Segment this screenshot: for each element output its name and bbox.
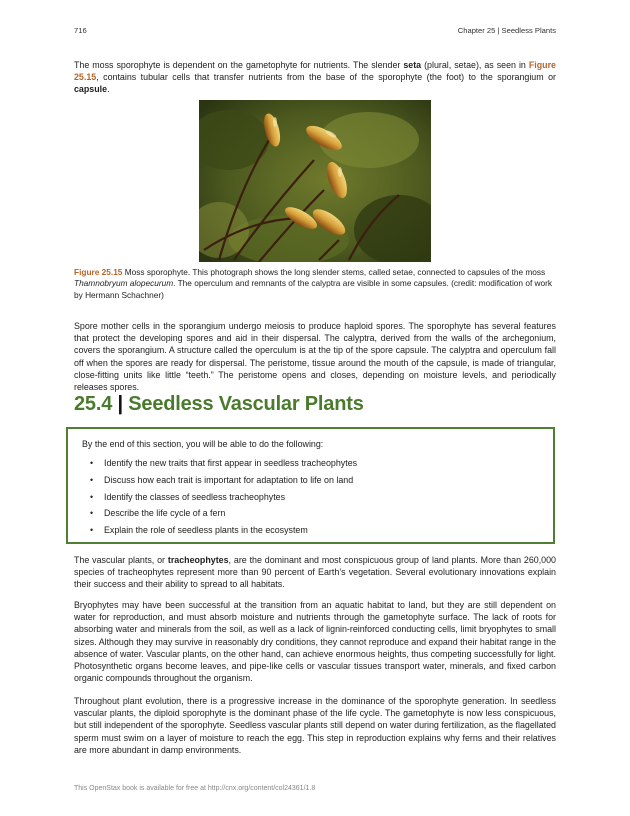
section-separator: | <box>117 393 123 415</box>
objective-text: Identify the new traits that first appear in seedless tracheophytes <box>104 458 358 468</box>
list-item <box>90 507 357 524</box>
text: The vascular plants, or <box>74 555 168 565</box>
species-name: Thamnobryum alopecurum <box>74 278 174 289</box>
figure-label: Figure 25.15 <box>74 267 123 277</box>
bryophyte-paragraph: Bryophytes may have been successful at the transition from an aquatic habitat to land, but they are still dependent on water for reproduction, and must absorb moisture and nutrients through the gametophyte surface. The lack of roots for absorbing water and minerals from the soil, as well as a lack of lignin-reinforced conducting cells, limit bryophytes to small sizes. Although they may survive in reasonably dry conditions, they cannot reproduce and expand their habitat range in the absence of water. Vascular plants, on the other hand, can achieve enormous heights, thus competing successfully for light. Photosynthetic organs become leaves, and pipe-like cells or vascular tissues transport water, minerals, and fixed carbon organic compounds throughout the organism. <box>74 600 556 684</box>
objective-text: Discuss how each trait is important for adaptation to life on land <box>104 474 354 485</box>
list-item <box>90 457 357 474</box>
bullet: • <box>90 508 94 519</box>
chapter-header: Chapter 25 | Seedless Plants <box>457 26 556 35</box>
objectives-list <box>90 457 357 541</box>
evolution-paragraph: Throughout plant evolution, there is a progressive increase in the dominance of the sporophyte generation. In seedless vascular plants, the diploid sporophyte is the dominant phase of the life cycle. The gametophyte is now less conspicuous, but still independent of the sporophyte. Seedless vascular plants still depend on water during fertilization, as the flagellated sperm must swim on a layer of moisture to reach the egg. This step in reproduction explains why ferns and their relatives are more abundant in damp environments. <box>74 696 556 755</box>
list-item <box>90 474 357 491</box>
text: (plural, setae), as seen in <box>421 60 529 70</box>
page-number: 716 <box>74 26 87 35</box>
term-tracheophytes: tracheophytes <box>167 555 229 565</box>
list-item <box>90 524 357 541</box>
footer-note: This OpenStax book is available for free at http://cnx.org/content/col24361/1.8 <box>74 785 316 792</box>
moss-sporophyte-photo <box>199 100 431 262</box>
section-heading <box>74 393 364 416</box>
vascular-paragraph <box>74 554 556 591</box>
section-number: 25.4 <box>74 393 113 415</box>
text: Moss sporophyte. This photograph shows the long slender stems, called setae, connected to capsules of the moss <box>122 267 546 277</box>
term-seta: seta <box>403 60 422 70</box>
figure-caption <box>74 267 556 301</box>
intro-paragraph <box>74 59 556 96</box>
learning-objectives-box <box>66 427 555 544</box>
text: The moss sporophyte is dependent on the gametophyte for nutrients. The slender <box>74 60 404 70</box>
text: . <box>107 84 110 95</box>
spore-paragraph: Spore mother cells in the sporangium undergo meiosis to produce haploid spores. The sporophyte has several features that protect the developing spores and aid in their dispersal. The calyptra, derived from the walls of the archegonium, covers the sporangium. A structure called the operculum is at the tip of the spore capsule. The calyptra and operculum fall off when the spores are ready for dispersal. The peristome, tissue around the mouth of the capsule, is made of triangular, close-fitting units like little “teeth.” The peristome opens and closes, depending on moisture levels, and periodically releases spores. <box>74 321 556 393</box>
bullet: • <box>90 458 94 468</box>
section-title: Seedless Vascular Plants <box>128 393 364 415</box>
objectives-intro: By the end of this section, you will be able to do the following: <box>82 439 324 449</box>
objective-text: Explain the role of seedless plants in the ecosystem <box>104 525 308 536</box>
bullet: • <box>90 474 94 485</box>
objective-text: Describe the life cycle of a fern <box>104 508 226 519</box>
objective-text: Identify the classes of seedless tracheophytes <box>104 491 286 502</box>
bullet: • <box>90 525 94 536</box>
list-item <box>90 491 357 508</box>
text: . The operculum and remnants of the calyptra are visible in some capsules. (credit: modification of work by Hermann Schachner) <box>74 278 553 300</box>
text: , contains tubular cells that transfer nutrients from the base of the sporophyte (the foot) to the sporangium or <box>96 72 556 83</box>
text: , are the dominant and most conspicuous group of land plants. More than 260,000 species of tracheophytes represent more than 90 percent of Earth’s vegetation. Several evolutionary innovations explain their success and their ability to spread to all habitats. <box>74 555 556 590</box>
figure-link[interactable]: Figure 25.15 <box>74 60 556 83</box>
term-capsule: capsule <box>74 84 108 95</box>
bullet: • <box>90 491 94 502</box>
